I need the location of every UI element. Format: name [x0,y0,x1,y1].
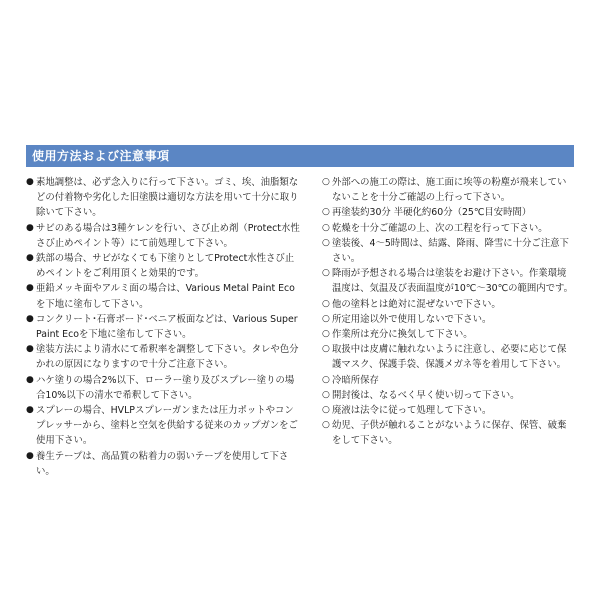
list-item [322,221,574,236]
hollow-bullet-icon: ○ [322,222,330,233]
filled-bullet-icon: ● [26,313,34,324]
list-item-text: 所定用途以外で使用しないで下さい。 [332,313,492,325]
list-item-text: 鉄部の場合、サビがなくても下塗りとしてProtect水性さび止めペイントをご利用頂くと効果的です。 [36,253,295,280]
list-item-text: 冷暗所保存 [332,374,379,386]
list-item-text: 作業所は充分に換気して下さい。 [332,329,473,341]
list-item-text: 塗装方法により清水にて希釈率を調整して下さい。タレや色分かれの原因になりますので十分ご注意下さい。 [36,344,299,371]
list-item-text: 養生テープは、高品質の粘着力の弱いテープを使用して下さい。 [36,450,289,477]
hollow-bullet-icon: ○ [322,389,330,400]
list-item-text: 廃液は法令に従って処理して下さい。 [332,405,492,417]
list-item-text: 素地調整は、必ず念入りに行って下さい。ゴミ、埃、油脂類などの付着物や劣化した旧塗膜は適切な方法を用いて十分に取り除いて下さい。 [36,177,299,219]
hollow-bullet-icon: ○ [322,405,330,416]
list-item-text: サビのある場合は3種ケレンを行い、さび止め剤（Protect水性さび止めペイント等）にて前処理して下さい。 [36,222,300,249]
list-item [26,312,300,342]
right-column [322,175,574,449]
hollow-bullet-icon: ○ [322,237,330,248]
section-header: 使用方法および注意事項 [26,145,574,167]
hollow-bullet-icon: ○ [322,329,330,340]
hollow-bullet-icon: ○ [322,268,330,279]
list-item [322,297,574,312]
list-item [26,175,300,221]
hollow-bullet-icon: ○ [322,374,330,385]
filled-bullet-icon: ● [26,253,34,264]
list-item-text: 塗装後、4～5時間は、結露、降雨、降雪に十分ご注意下さい。 [332,237,569,265]
left-column [26,175,300,479]
filled-bullet-icon: ● [26,374,34,385]
list-item [26,373,300,403]
list-item-text: 取扱中は皮膚に触れないように注意し、必要に応じて保護マスク、保護手袋、保護メガネ等を着用して下さい。 [332,344,567,371]
list-item-text: 乾燥を十分ご確認の上、次の工程を行って下さい。 [332,222,548,234]
list-item-text: 開封後は、なるべく早く使い切って下さい。 [332,389,520,401]
hollow-bullet-icon: ○ [322,177,330,187]
usage-notes-panel [26,145,574,477]
list-item [26,342,300,372]
hollow-bullet-icon: ○ [322,298,330,309]
filled-bullet-icon: ● [26,283,34,294]
list-item-text: スプレーの場合、HVLPスプレーガンまたは圧力ポットやコンプレッサーから、塗料と空気を供給する従来のカップガンをご使用下さい。 [36,405,298,447]
list-item-text: 他の塗料とは絶対に混ぜないで下さい。 [332,298,501,310]
list-item [26,281,300,311]
list-item [322,403,574,418]
list-item-text: ハケ塗りの場合2%以下、ローラー塗り及びスプレー塗りの場合10%以下の清水で希釈して下さい。 [36,374,295,401]
list-item [322,175,574,205]
notes-columns [26,175,574,477]
hollow-bullet-icon: ○ [322,313,330,324]
list-item [26,403,300,449]
list-item [322,418,574,448]
filled-bullet-icon: ● [26,344,34,355]
filled-bullet-icon: ● [26,450,34,461]
list-item [322,342,574,372]
list-item [322,312,574,327]
list-item [322,205,574,220]
filled-bullet-icon: ● [26,222,34,233]
list-item [322,327,574,342]
filled-bullet-icon: ● [26,405,34,416]
list-item [322,388,574,403]
list-item-text: コンクリート･石膏ボード･ベニア板面などは、Various Super Paint Ecoを下地に塗布して下さい。 [36,313,298,341]
list-item [26,449,300,479]
filled-bullet-icon: ● [26,177,34,187]
list-item-text: 亜鉛メッキ面やアルミ面の場合は、Various Metal Paint Ecoを下地に塗布して下さい。 [36,283,295,310]
hollow-bullet-icon: ○ [322,207,330,218]
list-item [322,236,574,266]
list-item-text: 再塗装約30分 半硬化約60分（25℃目安時間） [332,207,532,219]
list-item [322,266,574,296]
list-item [26,251,300,281]
list-item-text: 幼児、子供が触れることがないように保存、保管、破棄をして下さい。 [332,420,567,447]
list-item [26,221,300,251]
list-item [322,373,574,388]
hollow-bullet-icon: ○ [322,420,330,431]
list-item-text: 外部への施工の際は、施工面に埃等の粉塵が飛来していないことを十分ご確認の上行って下さい。 [332,177,567,204]
list-item-text: 降雨が予想される場合は塗装をお避け下さい。作業環境温度は、気温及び表面温度が10℃～30℃の範囲内です。 [332,268,574,295]
hollow-bullet-icon: ○ [322,344,330,355]
